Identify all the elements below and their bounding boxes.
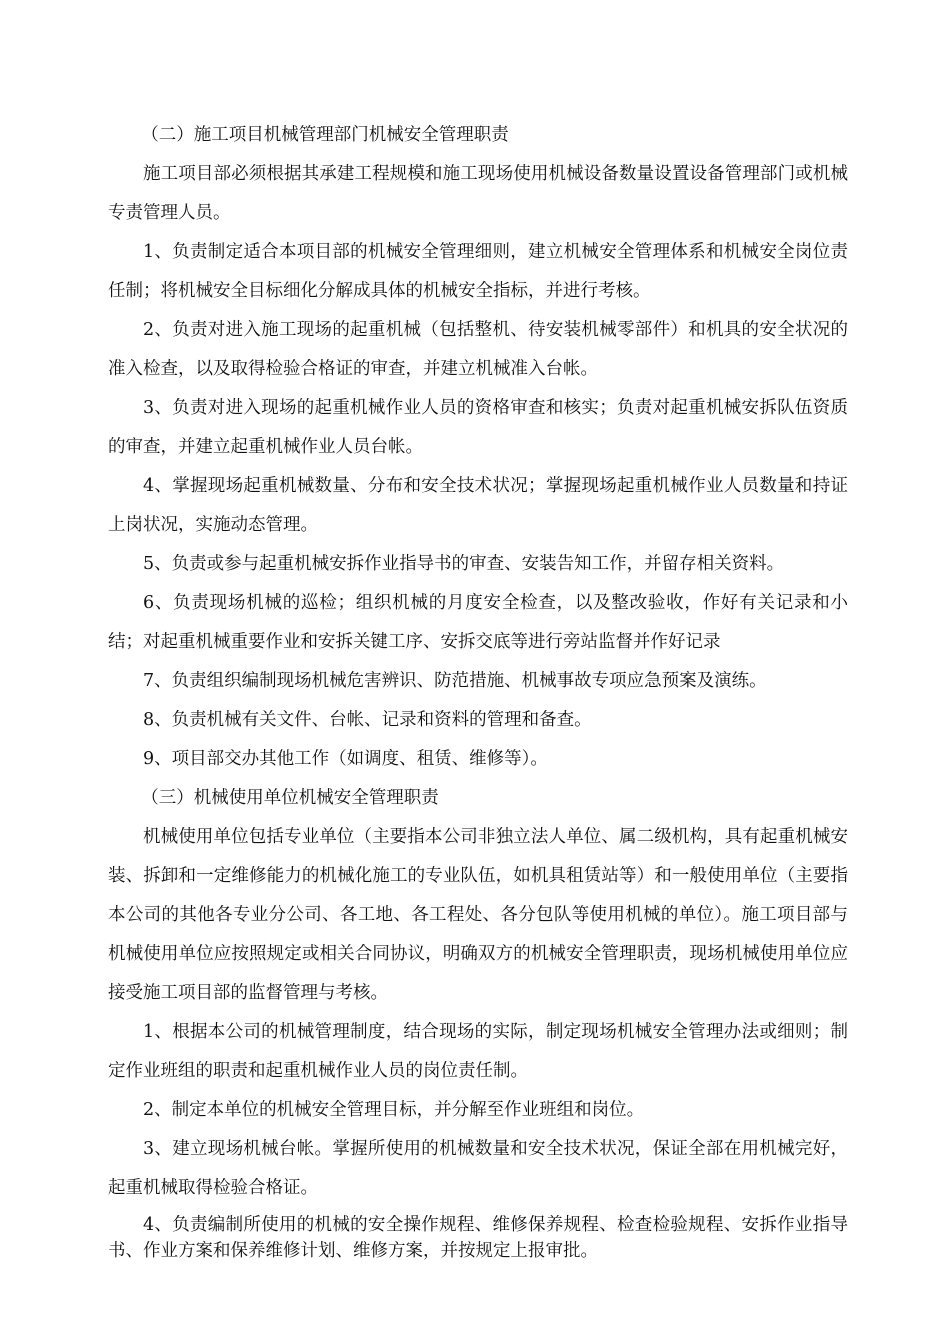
- section-3-item-1: 1、根据本公司的机械管理制度，结合现场的实际，制定现场机械安全管理办法或细则；制定作业班组的职责和起重机械作业人员的岗位责任制。: [108, 1022, 848, 1081]
- section-3-heading: （三）机械使用单位机械安全管理职责: [141, 788, 439, 808]
- section-2-item-3: 3、负责对进入现场的起重机械作业人员的资格审查和核实；负责对起重机械安拆队伍资质的审查，并建立起重机械作业人员台帐。: [108, 398, 848, 457]
- section-2-item-7: 7、负责组织编制现场机械危害辨识、防范措施、机械事故专项应急预案及演练。: [143, 671, 767, 691]
- section-2-item-6: 6、负责现场机械的巡检；组织机械的月度安全检查，以及整改验收，作好有关记录和小结；对起重机械重要作业和安拆关键工序、安拆交底等进行旁站监督并作好记录: [108, 593, 848, 652]
- section-2-item-8: 8、负责机械有关文件、台帐、记录和资料的管理和备查。: [143, 710, 592, 730]
- section-2-item-9: 9、项目部交办其他工作（如调度、租赁、维修等）。: [143, 749, 548, 769]
- section-2-item-5: 5、负责或参与起重机械安拆作业指导书的审查、安装告知工作，并留存相关资料。: [143, 554, 785, 574]
- section-3-item-2: 2、制定本单位的机械安全管理目标，并分解至作业班组和岗位。: [143, 1100, 645, 1120]
- section-2-item-4: 4、掌握现场起重机械数量、分布和安全技术状况；掌握现场起重机械作业人员数量和持证上岗状况，实施动态管理。: [108, 476, 848, 535]
- section-3-item-4: 4、负责编制所使用的机械的安全操作规程、维修保养规程、检查检验规程、安拆作业指导书、作业方案和保养维修计划、维修方案，并按规定上报审批。: [108, 1215, 848, 1261]
- section-3-intro: 机械使用单位包括专业单位（主要指本公司非独立法人单位、属二级机构，具有起重机械安装、拆卸和一定维修能力的机械化施工的专业队伍，如机具租赁站等）和一般使用单位（主要指本公司的其他各专业分公司、各工地、各工程处、各分包队等使用机械的单位）。施工项目部与机械使用单位应按照规定或相关合同协议，明确双方的机械安全管理职责，现场机械使用单位应接受施工项目部的监督管理与考核。: [108, 827, 848, 1003]
- section-2-item-1: 1、负责制定适合本项目部的机械安全管理细则，建立机械安全管理体系和机械安全岗位责任制；将机械安全目标细化分解成具体的机械安全指标，并进行考核。: [108, 242, 848, 301]
- document-body: [108, 116, 848, 1264]
- section-2-intro: 施工项目部必须根据其承建工程规模和施工现场使用机械设备数量设置设备管理部门或机械专责管理人员。: [108, 164, 848, 223]
- section-3-item-3: 3、建立现场机械台帐。掌握所使用的机械数量和安全技术状况，保证全部在用机械完好，起重机械取得检验合格证。: [108, 1139, 848, 1198]
- section-2-heading: （二）施工项目机械管理部门机械安全管理职责: [141, 125, 509, 145]
- section-2-item-2: 2、负责对进入施工现场的起重机械（包括整机、待安装机械零部件）和机具的安全状况的准入检查，以及取得检验合格证的审查，并建立机械准入台帐。: [108, 320, 848, 379]
